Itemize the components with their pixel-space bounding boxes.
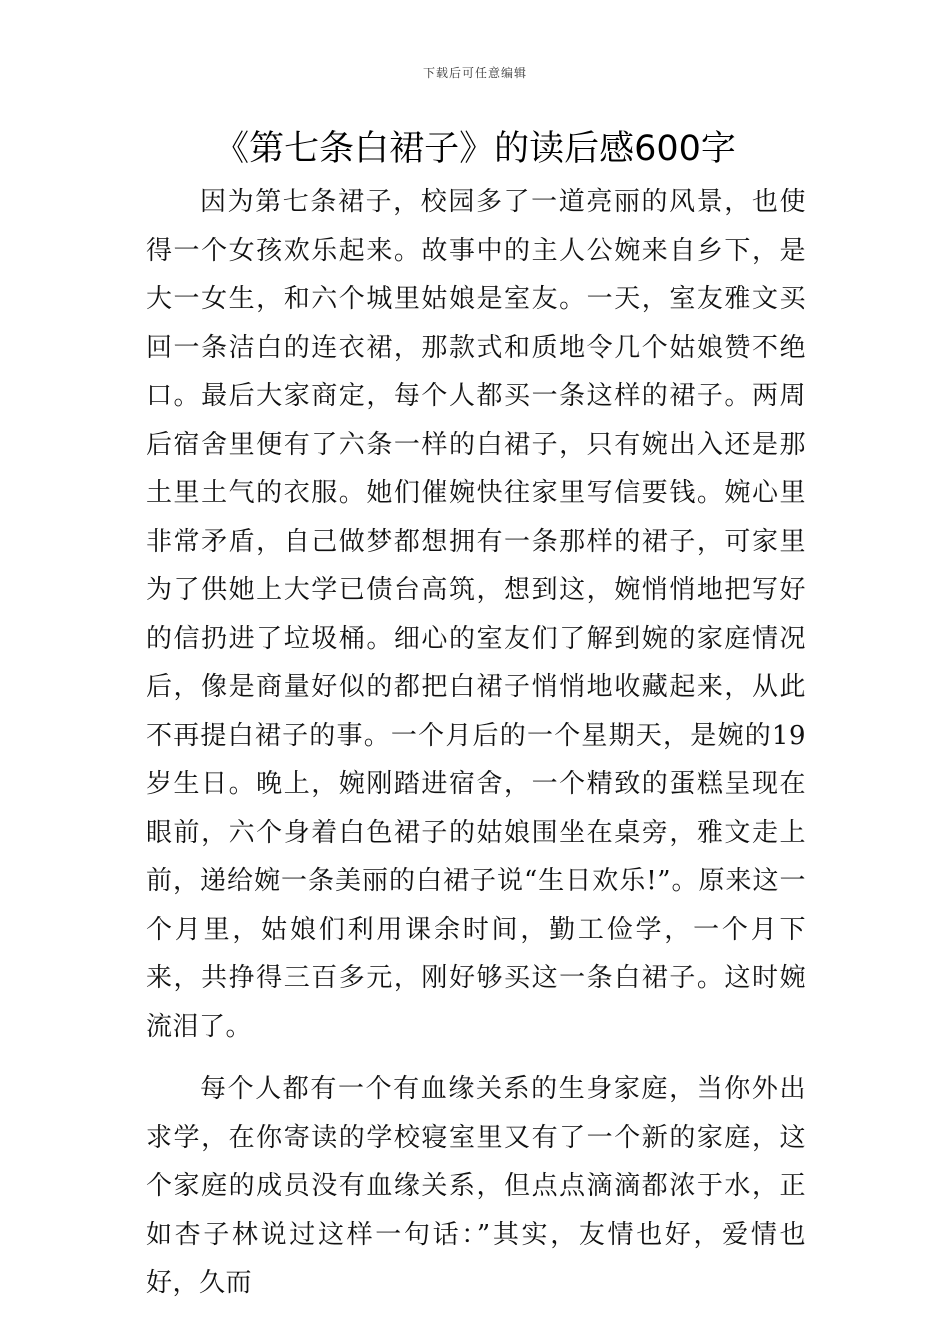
paragraph-2: 每个人都有一个有血缘关系的生身家庭，当你外出求学，在你寄读的学校寝室里又有了一个新的家庭，这个家庭的成员没有血缘关系，但点点滴滴都浓于水，正如杏子林说过这样一句话：”其实，友情也好，爱情也好，久而	[146, 1074, 806, 1298]
document-body	[146, 178, 806, 1308]
header-note: 下载后可任意编辑	[422, 66, 527, 80]
document-title: 《第七条白裙子》的读后感600字	[214, 129, 736, 169]
paragraph-1: 因为第七条裙子，校园多了一道亮丽的风景，也使得一个女孩欢乐起来。故事中的主人公婉来自乡下，是大一女生，和六个城里姑娘是室友。一天，室友雅文买回一条洁白的连衣裙，那款式和质地令几个姑娘赞不绝口。最后大家商定，每个人都买一条这样的裙子。两周后宿舍里便有了六条一样的白裙子，只有婉出入还是那土里土气的衣服。她们催婉快往家里写信要钱。婉心里非常矛盾，自己做梦都想拥有一条那样的裙子，可家里为了供她上大学已债台高筑，想到这，婉悄悄地把写好的信扔进了垃圾桶。细心的室友们了解到婉的家庭情况后，像是商量好似的都把白裙子悄悄地收藏起来，从此不再提白裙子的事。一个月后的一个星期天，是婉的19岁生日。晚上，婉刚踏进宿舍，一个精致的蛋糕呈现在眼前，六个身着白色裙子的姑娘围坐在桌旁，雅文走上前，递给婉一条美丽的白裙子说“生日欢乐!”。原来这一个月里，姑娘们利用课余时间，勤工俭学，一个月下来，共挣得三百多元，刚好够买这一条白裙子。这时婉流泪了。	[146, 187, 806, 1042]
